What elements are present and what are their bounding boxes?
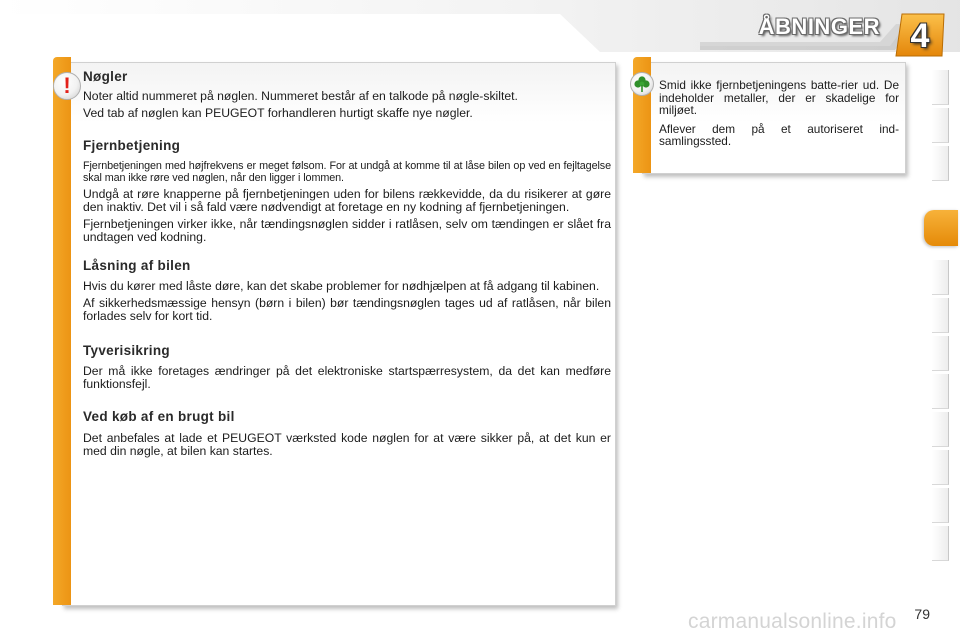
used-car-paragraph: Det anbefales at lade et PEUGEOT værksted kode nøglen for at være sikker på, at det kun er med din nøgle, at bilen kan startes. [83,431,611,458]
chapter-tab-5[interactable] [932,260,949,295]
chapter-tab-1[interactable] [932,70,949,105]
note-paragraph-1: Smid ikke fjernbetjeningens batte-rier ud. De indeholder metaller, der er skadelige for miljøet. [659,78,899,117]
warning-icon: ! [53,72,81,100]
clover-icon [630,72,654,96]
chapter-title: ÅBNINGER [758,14,880,39]
section-heading-used-car: Ved køb af en brugt bil [83,409,235,424]
chapter-tab-4-active[interactable] [924,210,958,246]
chapter-tab-12[interactable] [932,526,949,561]
remote-paragraph-1: Undgå at røre knapperne på fjernbetjeningen uden for bilens rækkevidde, da du risikerer at gøre den inaktiv. Det vil i så fald være nødvendigt at foretage en ny kodning af fjernbetjeningen. [83,187,611,214]
locking-paragraph-1: Hvis du kører med låste døre, kan det skabe problemer for nødhjælpen at få adgang til kabinen. [83,279,600,293]
section-heading-remote: Fjernbetjening [83,138,181,153]
section-heading-immobiliser: Tyverisikring [83,343,170,358]
chapter-tab-3[interactable] [932,146,949,181]
keys-paragraph-1: Noter altid nummeret på nøglen. Nummeret består af en talkode på nøgle-skiltet. [83,89,518,103]
chapter-tab-10[interactable] [932,450,949,485]
environment-note-content [659,79,899,148]
keys-paragraph-2: Ved tab af nøglen kan PEUGEOT forhandleren hurtigt skaffe nye nøgler. [83,106,473,120]
chapter-tab-8[interactable] [932,374,949,409]
warning-content [83,69,611,458]
chapter-tab-9[interactable] [932,412,949,447]
chapter-tab-6[interactable] [932,298,949,333]
site-watermark: carmanualsonline.info [688,610,897,633]
remote-paragraph-2: Fjernbetjeningen virker ikke, når tændingsnøglen sidder i ratlåsen, selv om tændingen er slået fra undtagen ved kodning. [83,217,611,244]
box-accent-stripe [53,57,71,605]
chapter-number-badge: 4 [910,17,930,55]
page-number: 79 [914,606,930,622]
locking-paragraph-2: Af sikkerhedsmæssige hensyn (børn i bilen) bør tændingsnøglen tages ud af ratlåsen, når bilen forlades selv for kort tid. [83,296,611,323]
remote-small-note: Fjernbetjeningen med højfrekvens er meget følsom. For at undgå at komme til at låse bilen op ved en fejltagelse skal man ikke røre ved nøglen, når den ligger i lommen. [83,160,611,184]
environment-note-box [642,62,906,174]
chapter-tab-2[interactable] [932,108,949,143]
note-paragraph-2: Aflever dem på et autoriseret ind-samlingssted. [659,121,899,148]
section-heading-locking: Låsning af bilen [83,258,191,273]
chapter-tabs [928,60,960,578]
section-heading-keys: Nøgler [83,69,128,84]
warning-box [62,62,616,606]
chapter-tab-11[interactable] [932,488,949,523]
clover-icon-glyph [633,75,651,93]
chapter-tab-7[interactable] [932,336,949,371]
immobiliser-paragraph: Der må ikke foretages ændringer på det elektroniske startspærresystem, da det kan medføre funktionsfejl. [83,364,611,391]
